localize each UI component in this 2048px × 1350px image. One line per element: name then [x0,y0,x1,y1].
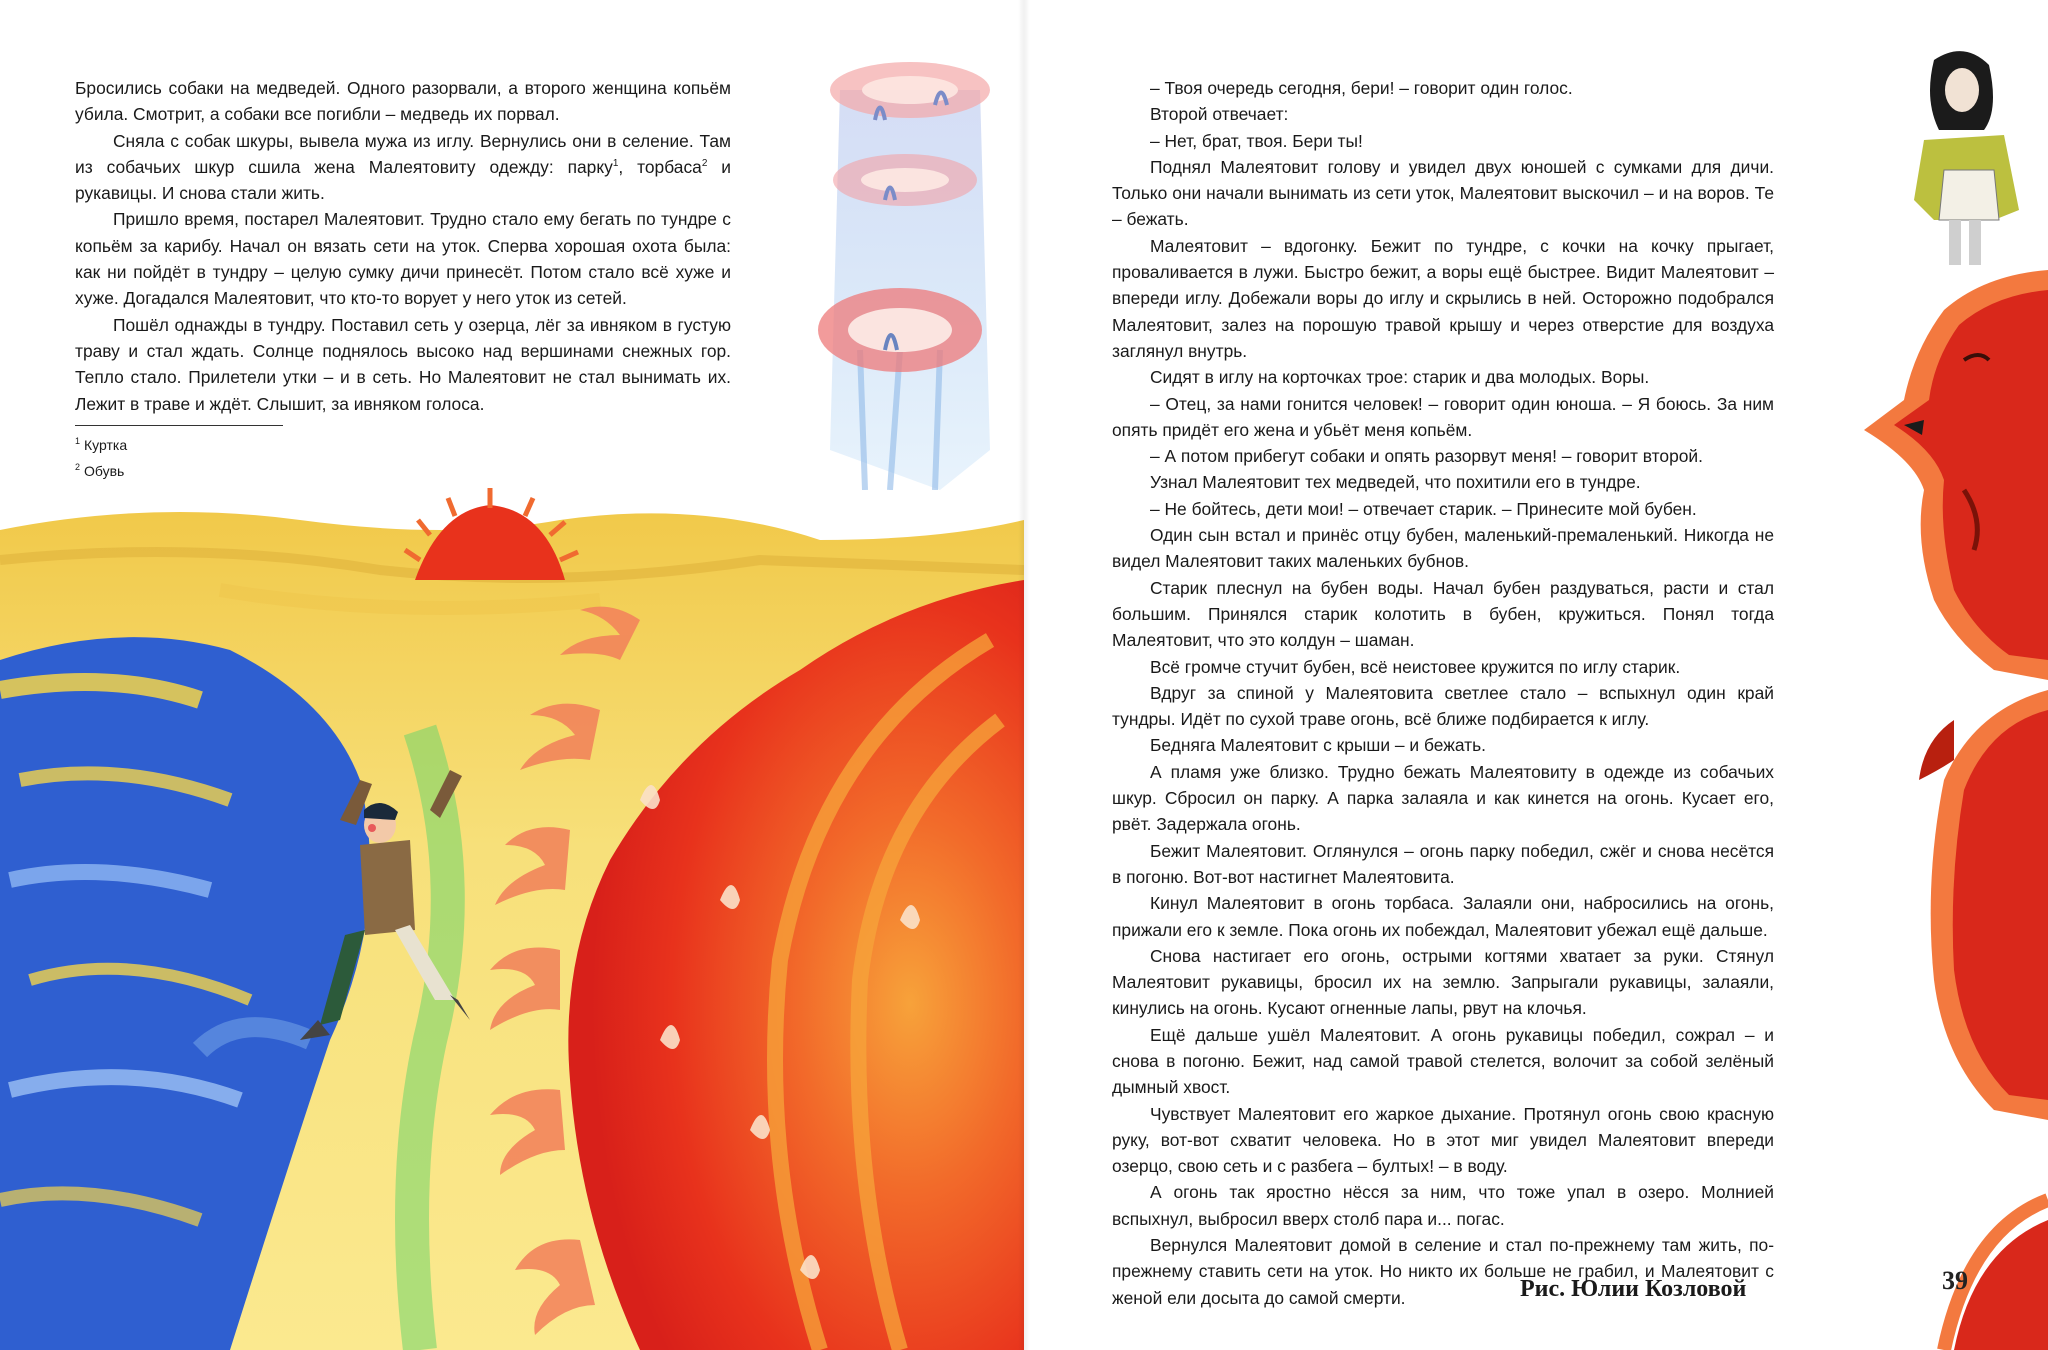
right-paragraph: Ещё дальше ушёл Малеятовит. А огонь рукавицы победил, сожрал – и снова в погоню. Бежит, над самой травой стелется, волочит за собой зелёный дымный хвост. [1112,1024,1774,1098]
footnote-divider [75,425,283,426]
right-paragraph: – Не бойтесь, дети мои! – отвечает старик. – Принесите мой бубен. [1150,498,1697,519]
right-paragraph: Малеятовит – вдогонку. Бежит по тундре, с кочки на кочку прыгает, проваливается в лужи. Быстро бежит, а воры ещё быстрее. Видит Малеятовит – впереди иглу. Добежали воры до иглу и скрылись в ней. Осторожно подобрался Малеятовит, залез на порошую травой крышу и через отверстие для воздуха заглянул внутрь. [1112,235,1774,361]
left-paragraph: Сняла с собак шкуры, вывела мужа из иглу. Вернулись они в селение. Там из собачьих шкур сшила жена Малеятовиту одежду: парку$^1$, торбаса$^2$ и рукавицы. И снова стали жить. [75,130,731,204]
page-gutter [1018,0,1030,1350]
illustration-credit: Рис. Юлии Козловой [1520,1276,1747,1302]
left-paragraph: Пришло время, постарел Малеятовит. Трудно стало ему бегать по тундре с копьём за карибу. Начал он вязать сети на уток. Сперва хорошая охота была: как ни пойдёт в тундру – целую сумку дичи принесёт. Потом стало всё хуже и хуже. Догадался Малеятовит, что кто-то ворует у него уток из сетей. [75,209,731,309]
right-paragraph: Кинул Малеятовит в огонь торбаса. Залаяли они, набросились на огонь, прижали его к земле. Пока огонь их побеждал, Малеятовит убежал ещё дальше. [1112,893,1774,940]
bears-illustration [1804,20,2048,1350]
footnotes [75,432,127,484]
left-page-text [75,75,731,417]
footnote-ref: 1 [612,158,619,170]
right-paragraph: Вдруг за спиной у Малеятовита светлее стало – вспыхнул один край тундры. Идёт по сухой траве огонь, всё ближе подбирается к иглу. [1112,682,1774,730]
fire-chase-illustration [0,480,1024,1350]
right-paragraph: Бежит Малеятовит. Оглянулся – огонь парку победил, сжёг и снова несётся в погоню. Вот-вот настигнет Малеятовита. [1112,840,1774,887]
right-paragraph: Второй отвечает: [1150,104,1289,125]
footnote-ref: 2 [701,158,708,170]
right-paragraph: Бедняга Малеятовит с крыши – и бежать. [1150,735,1486,756]
right-paragraph: Чувствует Малеятовит его жаркое дыхание. Протянул огонь свою красную руку, вот-вот схватит человека. Но в этот миг увидел Малеятовит впереди озерцо, свою сеть и с разбега – бултых! – в воду. [1112,1103,1774,1177]
footnote-item: $^1$ Куртка [75,436,128,453]
right-paragraph: – Нет, брат, твоя. Бери ты! [1150,130,1363,151]
right-paragraph: Всё громче стучит бубен, всё неистовее кружится по иглу старик. [1150,656,1681,677]
right-paragraph: Старик плеснул на бубен воды. Начал бубен раздуваться, расти и стал большим. Принялся старик колотить в бубен, кружиться. Понял тогда Малеятовит, что это колдун – шаман. [1112,577,1774,651]
left-paragraph: Пошёл однажды в тундру. Поставил сеть у озерца, лёг за ивняком в густую траву и стал ждать. Солнце поднялось высоко над вершинами снежных гор. Тепло стало. Прилетели утки – и в сеть. Но Малеятовит не стал вынимать их. Лежит в траве и ждёт. Слышит, за ивняком голоса. [75,314,731,414]
right-paragraph: – Твоя очередь сегодня, бери! – говорит один голос. [1150,78,1573,98]
right-paragraph: Сидят в иглу на корточках трое: старик и два молодых. Воры. [1150,367,1650,388]
right-paragraph: Один сын встал и принёс отцу бубен, маленький-премаленький. Никогда не видел Малеятовит таких маленьких бубнов. [1112,525,1774,572]
right-paragraph: Вернулся Малеятовит домой в селение и стал по-прежнему там жить, по-прежнему ставить сети на уток. Но никто их больше не грабил, и Малеятовит с женой ели досыта до самой смерти. [1112,1235,1774,1308]
left-paragraph: Бросились собаки на медведей. Одного разорвали, а второго женщина копьём убила. Смотрит, а собаки все погибли – медведь их порвал. [75,78,731,125]
page-number: 39 [1942,1266,1968,1295]
right-paragraph: Снова настигает его огонь, острыми когтями хватает за руки. Стянул Малеятовит рукавицы, бросил их на землю. Запрыгали рукавицы, залаяли, кинулись на огонь. Кусают огненные лапы, рвут на клочья. [1112,945,1774,1019]
right-paragraph: А огонь так яростно нёсся за ним, что тоже упал в озеро. Молнией вспыхнул, выбросил вверх столб пара и... погас. [1112,1182,1774,1229]
right-paragraph: А пламя уже близко. Трудно бежать Малеятовиту в одежде из собачьих шкур. Сбросил он парку. А парка залаяла и как кинется на огонь. Кусает его, рвёт. Задержала огонь. [1112,761,1774,835]
right-paragraph: Узнал Малеятовит тех медведей, что похитили его в тундре. [1150,472,1641,493]
right-page-text [1112,75,1774,1311]
right-paragraph: – А потом прибегут собаки и опять разорвут меня! – говорит второй. [1150,446,1703,467]
right-paragraph: – Отец, за нами гонится человек! – говорит один юноша. – Я боюсь. За ним опять придёт его жена и убьёт меня копьём. [1112,393,1774,440]
footnote-item: $^2$ Обувь [75,462,125,479]
steam-rings-illustration [790,50,1024,490]
right-paragraph: Поднял Малеятовит голову и увидел двух юношей с сумками для дичи. Только они начали вынимать из сети уток, Малеятовит выскочил – и на воров. Те – бежать. [1112,156,1774,230]
girl-figure [1914,51,2019,265]
